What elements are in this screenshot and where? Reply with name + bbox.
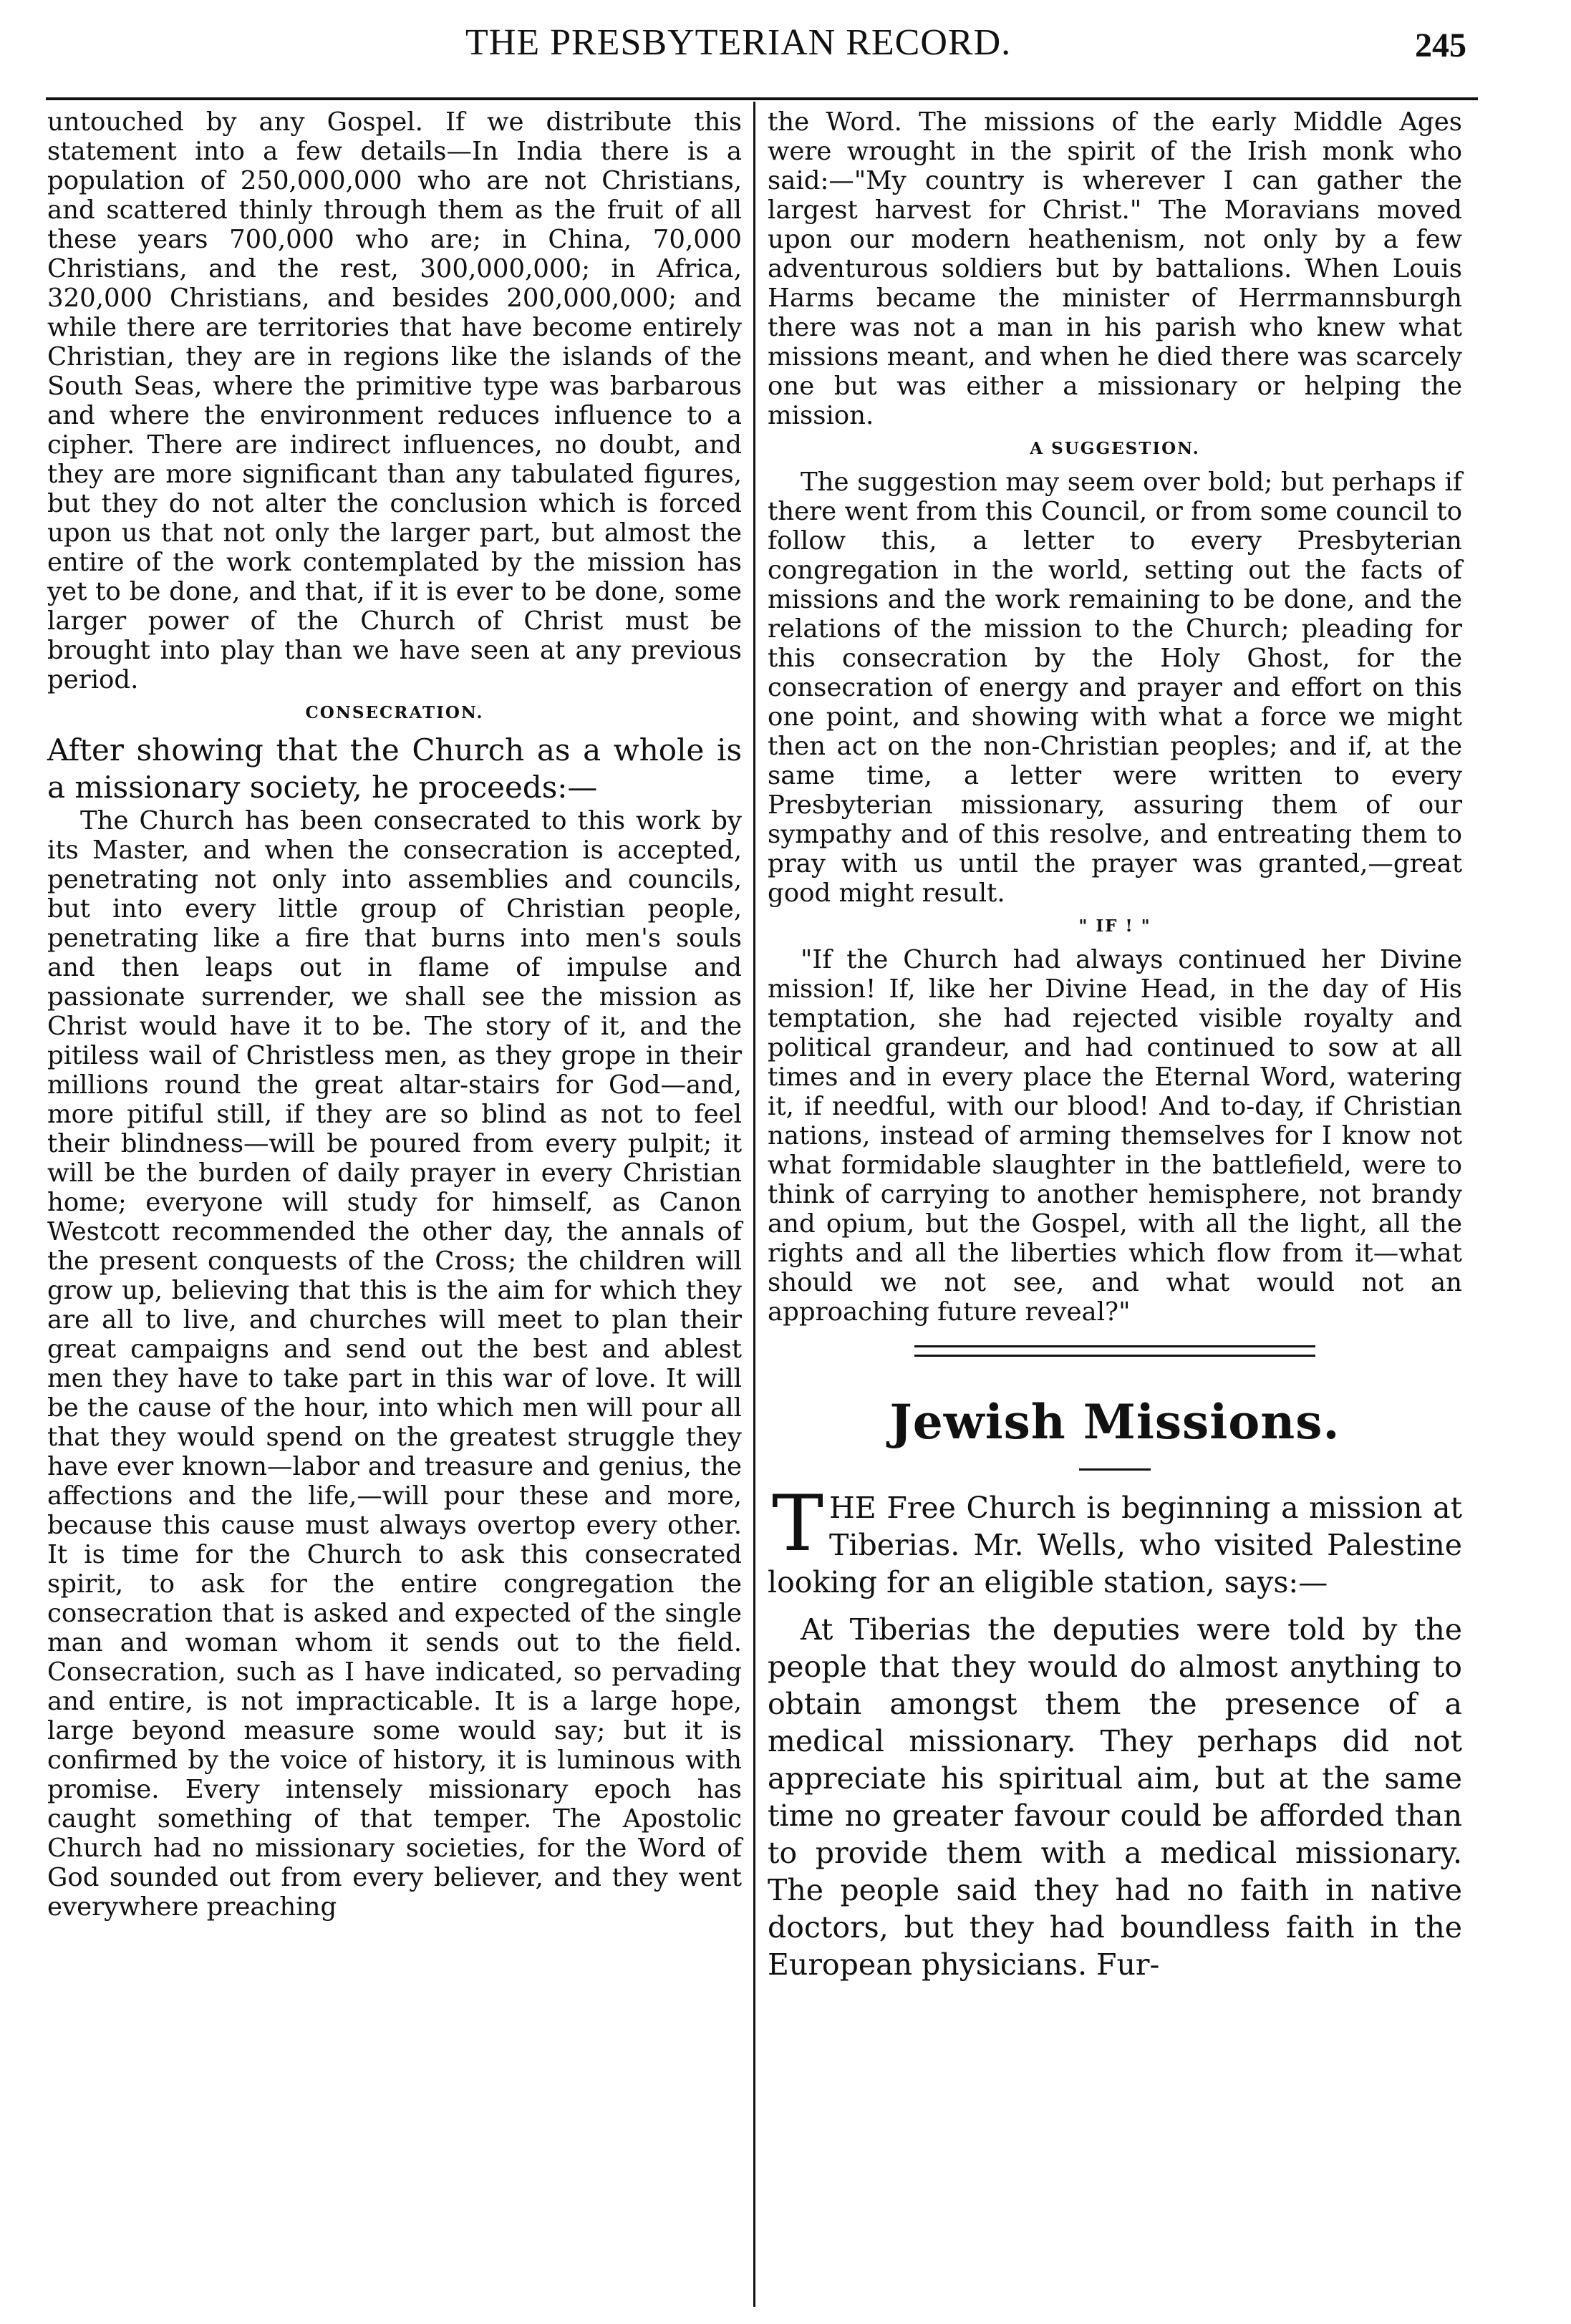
- left-paragraph-1: untouched by any Gospel. If we distribute this statement into a few details—In India there is a population of 250,000,000 who are not Christians, and scattered thinly through them as the fruit of all these years 700,000 who are; in China, 70,000 Christians, and the rest, 300,000,000; in Africa, 320,000 Christians, and besides 200,000,000; and while there are territories that have become entirely Christian, they are in regions like the islands of the South Seas, where the primitive type was barbarous and where the environment reduces influence to a cipher. There are indirect influences, no doubt, and they are more significant than any tabulated figures, but they do not alter the conclusion which is forced upon us that not only the larger part, but almost the entire of the work contemplated by the mission has yet to be done, and that, if it is ever to be done, some larger power of the Church of Christ must be brought into play than we have seen at any previous period.: [47, 107, 742, 694]
- right-column: [768, 107, 1462, 1983]
- heading-suggestion: A SUGGESTION.: [1030, 439, 1200, 458]
- left-column: [47, 107, 742, 1922]
- section-title: Jewish Missions.: [889, 1394, 1340, 1450]
- left-paragraph-2: The Church has been consecrated to this work by its Master, and when the consecration is accepted, penetrating not only into assemblies and councils, but into every little group of Christian people, penetrating like a fire that burns into men's souls and then leaps out in flame of impulse and passionate surrender, we shall see the mission as Christ would have it to be. The story of it, and the pitiless wail of Christless men, as they grope in their millions round the great altar-stairs for God—and, more pitiful still, if they are so blind as not to feel their blindness—will be poured from every pulpit; it will be the burden of daily prayer in every Christian home; everyone will study for himself, as Canon Westcott recommended the other day, the annals of the present conquests of the Cross; the children will grow up, believing that this is the aim for which they are all to live, and churches will meet to plan their great campaigns and send out the best and ablest men they have to take part in this war of love. It will be the cause of the hour, into which men will pour all that they would spend on the greatest struggle they have ever known—labor and treasure and genius, the affections and the life,—will pour these and more, because this cause must always overtop every other. It is time for the Church to ask this consecrated spirit, to ask for the entire congregation the consecration that is asked and expected of the single man and woman whom it sends out to the field. Consecration, such as I have indicated, so pervading and entire, is not impracticable. It is a large hope, large beyond measure some would say; but it is confirmed by the voice of history, it is luminous with promise. Every intensely missionary epoch has caught something of that temper. The Apostolic Church had no missionary societies, for the Word of God sounded out from every believer, and they went everywhere preaching: [47, 806, 742, 1922]
- heading-consecration: CONSECRATION.: [305, 703, 484, 722]
- jewish-intro: [768, 1479, 1462, 1601]
- drop-cap: T: [772, 1479, 824, 1569]
- right-paragraph-3: "If the Church had always continued her Divine mission! If, like her Divine Head, in the day of His temptation, she had rejected visible royalty and political grandeur, and had continued to sow at all times and in every place the Eternal Word, watering it, if needful, with our blood! And to-day, if Christian nations, instead of arming themselves for I know not what formidable slaughter in the battlefield, were to think of carrying to another hemisphere, not brandy and opium, but the Gospel, with all the light, all the rights and all the liberties which flow from it—what should we not see, and what would not an approaching future reveal?": [768, 945, 1462, 1327]
- section-short-rule: [1079, 1468, 1151, 1471]
- column-divider: [753, 102, 755, 2307]
- lede-paragraph: After showing that the Church as a whole is a missionary society, he proceeds:—: [47, 732, 742, 805]
- page-number: 245: [1415, 26, 1466, 64]
- header-rule: [46, 97, 1478, 100]
- page-header: [0, 0, 1571, 86]
- heading-if: " IF ! ": [1078, 916, 1151, 936]
- right-paragraph-1: the Word. The missions of the early Middle Ages were wrought in the spirit of the Irish monk who said:—"My country is wherever I can gather the largest harvest for Christ." The Moravians moved upon our modern heathenism, not only by a few adventurous soldiers but by battalions. When Louis Harms became the minister of Herrmannsburgh there was not a man in his parish who knew what missions meant, and when he died there was scarcely one but was either a missionary or helping the mission.: [768, 107, 1462, 430]
- running-title: THE PRESBYTERIAN RECORD.: [465, 22, 1012, 63]
- jewish-intro-text: HE Free Church is beginning a mission at Tiberias. Mr. Wells, who visited Palestine looking for an eligible station, says:—: [768, 1491, 1462, 1599]
- right-paragraph-2: The suggestion may seem over bold; but perhaps if there went from this Council, or from some council to follow this, a letter to every Presbyterian congregation in the world, setting out the facts of missions and the work remaining to be done, and the relations of the mission to the Church; pleading for this consecration by the Holy Ghost, for the consecration of energy and prayer and effort on this one point, and showing with what a force we might then act on the non-Christian peoples; and if, at the same time, a letter were written to every Presbyterian missionary, assuring them of our sympathy and of this resolve, and entreating them to pray with us until the prayer was granted,—great good might result.: [768, 468, 1462, 908]
- jewish-paragraph: At Tiberias the deputies were told by the people that they would do almost anything to obtain amongst them the presence of a medical missionary. They perhaps did not appreciate his spiritual aim, but at the same time no greater favour could be afforded than to provide them with a medical missionary. The people said they had no faith in native doctors, but they had boundless faith in the European physicians. Fur-: [768, 1612, 1462, 1982]
- section-double-rule: [914, 1345, 1315, 1357]
